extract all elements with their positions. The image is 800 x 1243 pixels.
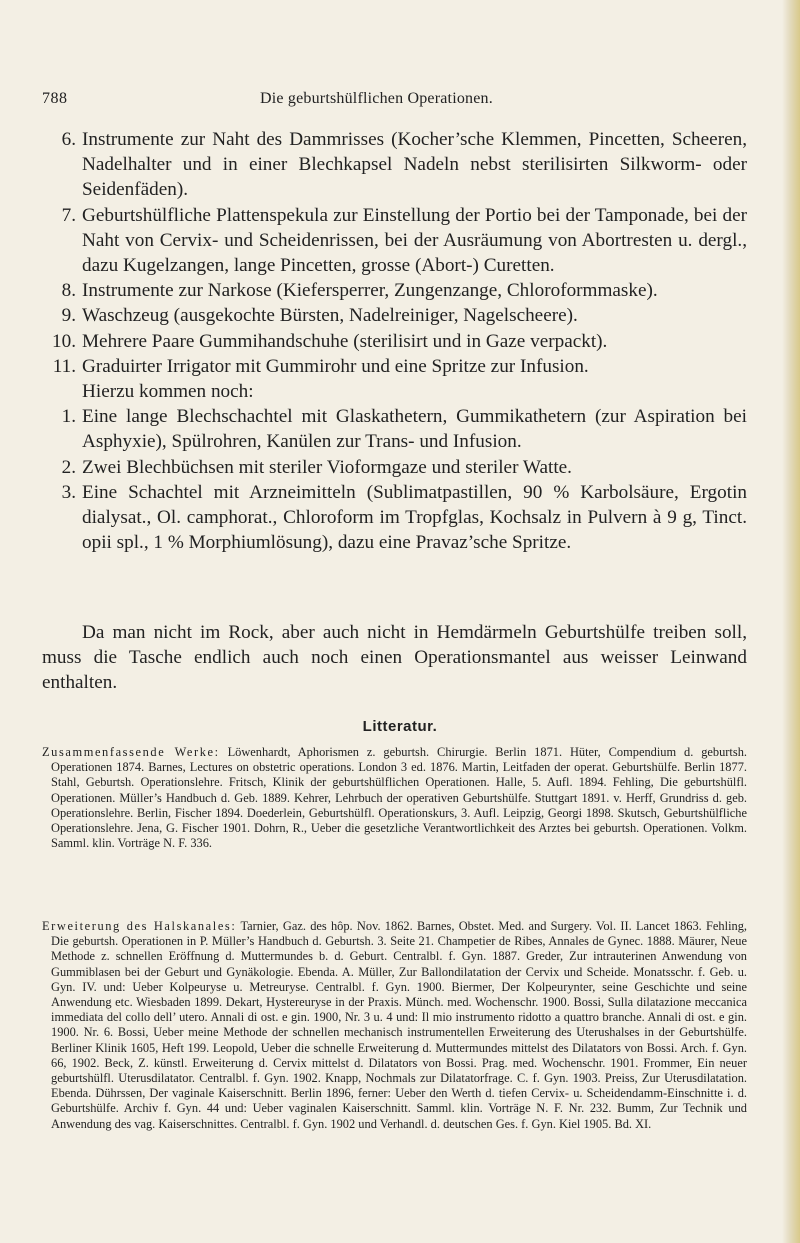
sub-heading: Hierzu kommen noch: (82, 381, 254, 403)
literature-label: Erweiterung des Halskanales: (42, 919, 237, 933)
item-number: 3. (61, 481, 76, 503)
item-text: Eine lange Blechschachtel mit Glaskathetern, Gummikathetern (zur Aspiration bei Asphyxie), Spülrohren, Kanülen zur Trans- und Infusion. (82, 406, 747, 453)
item-text: Geburtshülfliche Plattenspekula zur Einstellung der Portio bei der Tamponade, bei der Naht von Cervix- und Scheidenrissen, bei der Ausräumung von Abortresten u. dergl., dazu Kugelzangen, lange Pincetten, grosse (Abort-) Curetten. (82, 204, 747, 277)
item-text: Waschzeug (ausgekochte Bürsten, Nadelreiniger, Nagelscheere). (82, 305, 578, 327)
item-number: 9. (61, 305, 76, 327)
literature-label: Zusammenfassende Werke: (42, 745, 220, 759)
literature-text: Löwenhardt, Aphorismen z. geburtsh. Chirurgie. Berlin 1871. Hüter, Compendium d. geburtsh. Operationen 1874. Barnes, Lectures on obstetric operations. London 3 ed. 1876. Martin, Leitfaden der operat. Geburtshülfe. Berlin 1877. Stahl, Geburtsh. Operationslehre. Fritsch, Klinik der geburtshülflichen Operationen. Halle, 5. Aufl. 1894. Fehling, Die geburtshülfl. Operationen. Müller’s Handbuch d. Geb. 1889. Kehrer, Lehrbuch der operativen Geburtshülfe. Stuttgart 1891. v. Herff, Grundriss d. geb. Operationslehre. Berlin, Fischer 1894. Doederlein, Geburtshülfl. Operationskurs, 3. Aufl. Leipzig, Georgi 1898. Skutsch, Geburtshülfliche Operationslehre. Jena, G. Fischer 1901. Dohrn, R., Ueber die gesetzliche Verantwortlichkeit des Arztes bei geburtsh. Operationen. Volkm. Samml. klin. Vorträge N. F. 336. (51, 745, 747, 851)
item-text: Mehrere Paare Gummihandschuhe (sterilisirt und in Gaze verpackt). (82, 330, 608, 352)
list-item (42, 203, 747, 279)
item-number: 7. (61, 204, 76, 226)
item-number: 8. (61, 280, 76, 302)
list-item (42, 303, 747, 328)
list-item (42, 329, 747, 354)
item-text: Zwei Blechbüchsen mit steriler Vioformgaze und steriler Watte. (82, 456, 572, 478)
list-item (42, 278, 747, 303)
literature-block (42, 919, 747, 1132)
literature-text: Tarnier, Gaz. des hôp. Nov. 1862. Barnes, Obstet. Med. and Surgery. Vol. II. Lancet 1863. Fehling, Die geburtsh. Operationen in P. Müller’s Handbuch d. Geburtsh. 3. Seite 21. Champetier de Ribes, Annales de Gynec. 1888. Mäurer, Neue Methode z. schnellen Eröffnung d. Muttermundes b. d. Geburt. Centralbl. f. Gyn. 1887. Greder, Zur intrauterinen Anwendung von Gummiblasen bei der Geburt und Gynäkologie. Ebenda. A. Müller, Zur Ballondilatation der Cervix und Scheide. Monatsschr. f. Geb. u. Gyn. IV. und: Ueber Kolpeuryse u. Metreuryse. Centralbl. f. Gyn. 1900. Biermer, Der Kolpeurynter, seine Geschichte und seine Anwendung etc. Wiesbaden 1899. Dekart, Hystereuryse in der Praxis. Münch. med. Wochenschr. 1900. Bossi, Sulla dilatazione meccanica immediata del collo dell’ utero. Annali di ost. e gin. 1900, Nr. 3 u. 4 und: Il mio instrumento ridotto a quattro branche. Annali di ost. e gin. 1900. Nr. 6. Bossi, Ueber meine Methode der schnellen mechanisch instrumentellen Erweiterung des Uterushalses in der Geburtshülfe. Berliner Klinik 1605, Heft 199. Leopold, Ueber die schnelle Erweiterung d. Muttermundes mittelst des Dilatators von Bossi. Arch. f. Gyn. 66, 1902. Beck, Z. künstl. Erweiterung d. Cervix mittelst d. Dilatators von Bossi. Prag. med. Wochenschr. 1901. Frommer, Ein neuer geburtshülfl. Uterusdilatator. Centralbl. f. Gyn. 1902. Knapp, Nochmals zur Dilatatorfrage. C. f. Gyn. 1903. Preiss, Zur Uterusdilatation. Ebenda. Dührssen, Der vaginale Kaiserschnitt. Berlin 1896, ferner: Ueber den Werth d. tiefen Cervix- u. Scheidendamm-Einschnitte i. d. Geburtshülfe. Archiv f. Gyn. 44 und: Ueber vaginalen Kaiserschnitt. Samml. klin. Vorträge N. F. Nr. 232. Bumm, Zur Technik und Anwendung des vag. Kaiserschnittes. Centralbl. f. Gyn. 1902 und Verhandl. d. deutschen Ges. f. Gyn. Kiel 1905. Bd. XI. (51, 919, 748, 1131)
literature-heading: Litteratur. (362, 718, 438, 735)
item-text: Instrumente zur Narkose (Kiefersperrer, Zungenzange, Chloroformmaske). (82, 280, 658, 302)
item-number: 10. (52, 330, 76, 352)
item-number: 6. (61, 129, 76, 150)
item-number: 1. (61, 406, 76, 428)
page-edge (782, 0, 800, 1243)
literature-block (42, 745, 747, 851)
list-item (42, 354, 747, 379)
list-item (42, 404, 747, 454)
body-paragraph: Da man nicht im Rock, aber auch nicht in Hemdärmeln Geburtshülfe treiben soll, muss die Tasche endlich auch noch einen Operationsmantel aus weisser Leinwand enthalten. (42, 622, 747, 694)
item-number: 11. (52, 355, 76, 377)
item-text: Eine Schachtel mit Arzneimitteln (Sublimatpastillen, 90 % Karbolsäure, Ergotin dialysat., Ol. camphorat., Chloroform im Tropfglas, Kochsalz in Pulvern à 9 g, Tinct. opii spl., 1 % Morphiumlösung), dazu eine Pravaz’sche Spritze. (82, 481, 747, 554)
instrument-list (42, 127, 747, 555)
running-header (42, 90, 742, 116)
page-number: 788 (42, 90, 68, 107)
list-item (42, 455, 747, 480)
list-item (42, 480, 747, 556)
item-text: Graduirter Irrigator mit Gummirohr und eine Spritze zur Infusion. (82, 355, 589, 377)
list-item (42, 127, 747, 203)
item-number: 2. (61, 456, 76, 478)
running-title: Die geburtshülflichen Operationen. (260, 90, 493, 107)
item-text: Instrumente zur Naht des Dammrisses (Kocher’sche Klemmen, Pincetten, Scheeren, Nadelhalter und in einer Blechkapsel Nadeln nebst sterilisirten Silkworm- oder Seidenfäden). (82, 129, 747, 201)
